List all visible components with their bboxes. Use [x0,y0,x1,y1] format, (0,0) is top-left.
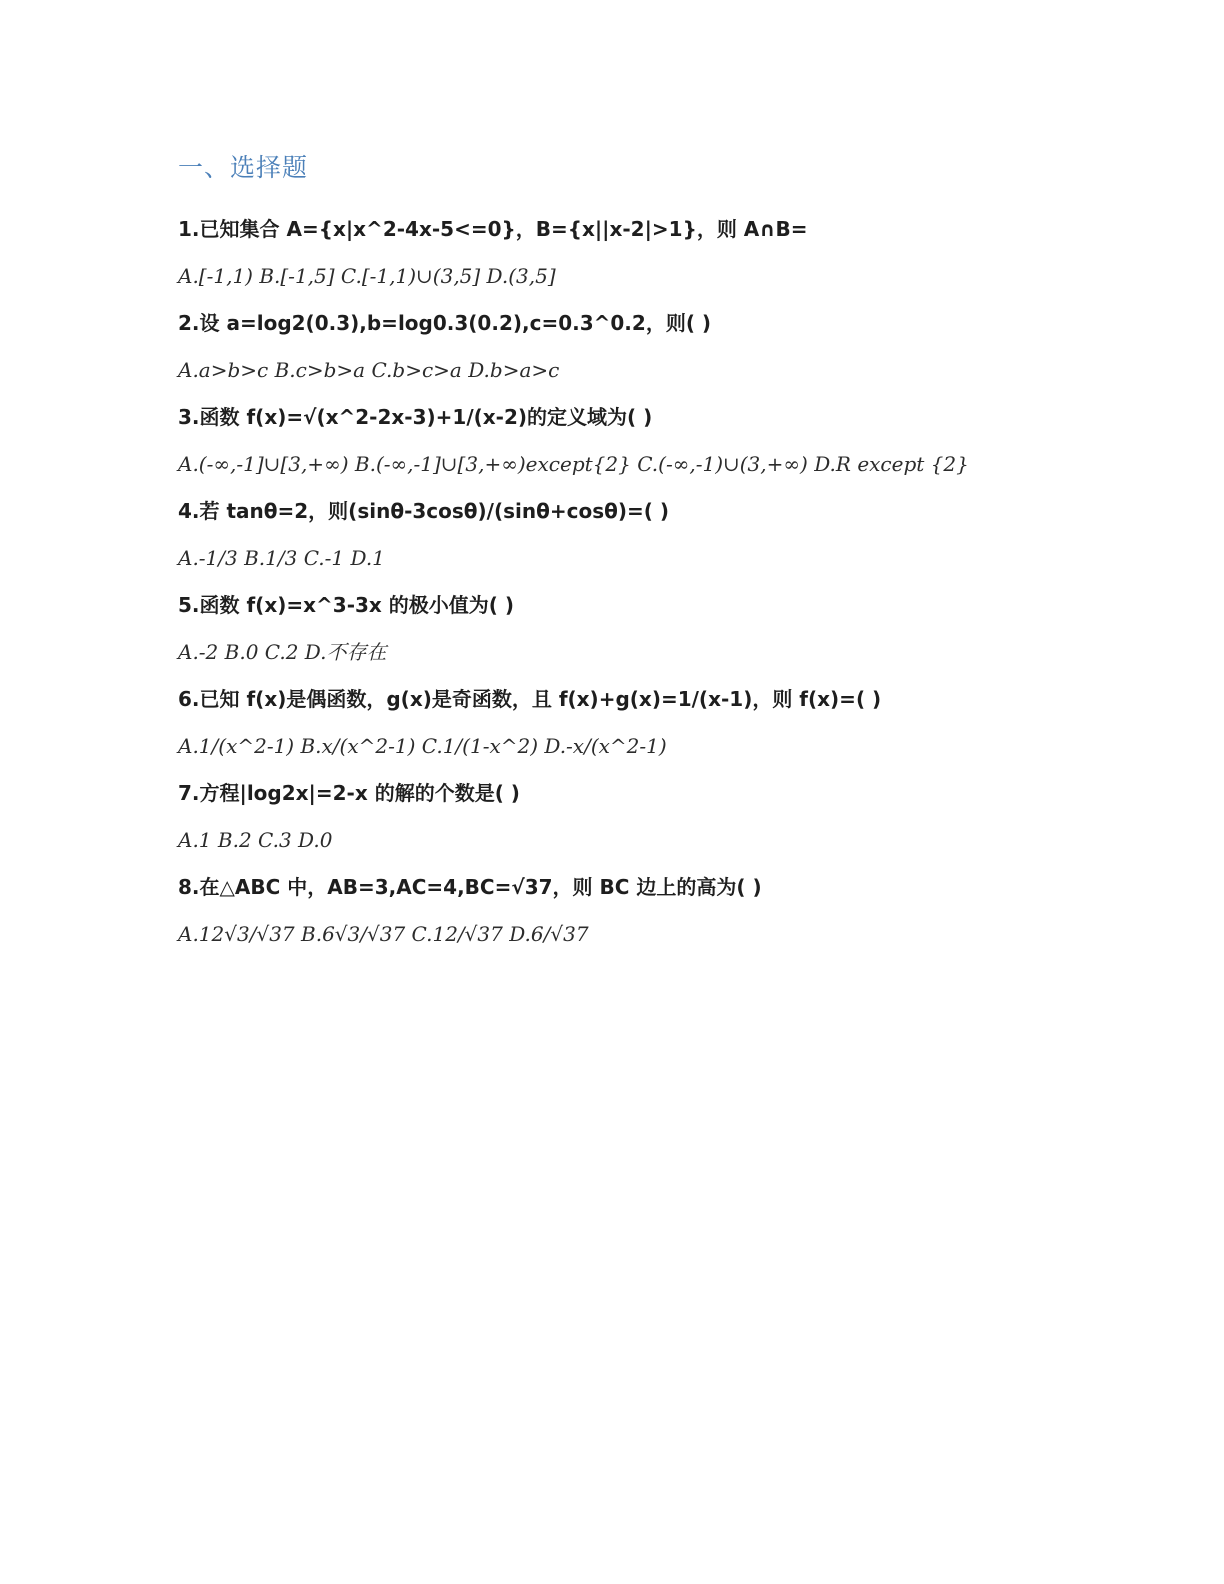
question-2-options: A.a>b>c B.c>b>a C.b>c>a D.b>a>c [178,358,560,382]
question-3-stem: 3.函数 f(x)=√(x^2-2x-3)+1/(x-2)的定义域为( ) [178,405,653,429]
question-5-stem: 5.函数 f(x)=x^3-3x 的极小值为( ) [178,593,515,617]
question-8-options: A.12√3/√37 B.6√3/√37 C.12/√37 D.6/√37 [178,922,589,946]
question-7-options: A.1 B.2 C.3 D.0 [178,828,333,852]
section-title: 一、选择题 [178,153,309,182]
question-2-stem: 2.设 a=log2(0.3),b=log0.3(0.2),c=0.3^0.2，则( ) [178,311,712,335]
question-1-stem: 1.已知集合 A={x|x^2-4x-5<=0}，B={x||x-2|>1}，则 A∩B= [178,217,808,241]
document-page [178,148,1038,964]
question-4-stem: 4.若 tanθ=2，则(sinθ-3cosθ)/(sinθ+cosθ)=( ) [178,499,669,523]
question-1-options: A.[-1,1) B.[-1,5] C.[-1,1)∪(3,5] D.(3,5] [178,264,556,288]
question-6-stem: 6.已知 f(x)是偶函数，g(x)是奇函数，且 f(x)+g(x)=1/(x-1)，则 f(x)=( ) [178,687,882,711]
question-8-stem: 8.在△ABC 中，AB=3,AC=4,BC=√37，则 BC 边上的高为( ) [178,875,762,899]
question-5-options: A.-2 B.0 C.2 D.不存在 [178,640,387,664]
question-3-options: A.(-∞,-1]∪[3,+∞) B.(-∞,-1]∪[3,+∞)except{2} C.(-∞,-1)∪(3,+∞) D.R except {2} [178,452,969,476]
question-6-options: A.1/(x^2-1) B.x/(x^2-1) C.1/(1-x^2) D.-x/(x^2-1) [178,734,667,758]
question-4-options: A.-1/3 B.1/3 C.-1 D.1 [178,546,385,570]
question-7-stem: 7.方程|log2x|=2-x 的解的个数是( ) [178,781,520,805]
